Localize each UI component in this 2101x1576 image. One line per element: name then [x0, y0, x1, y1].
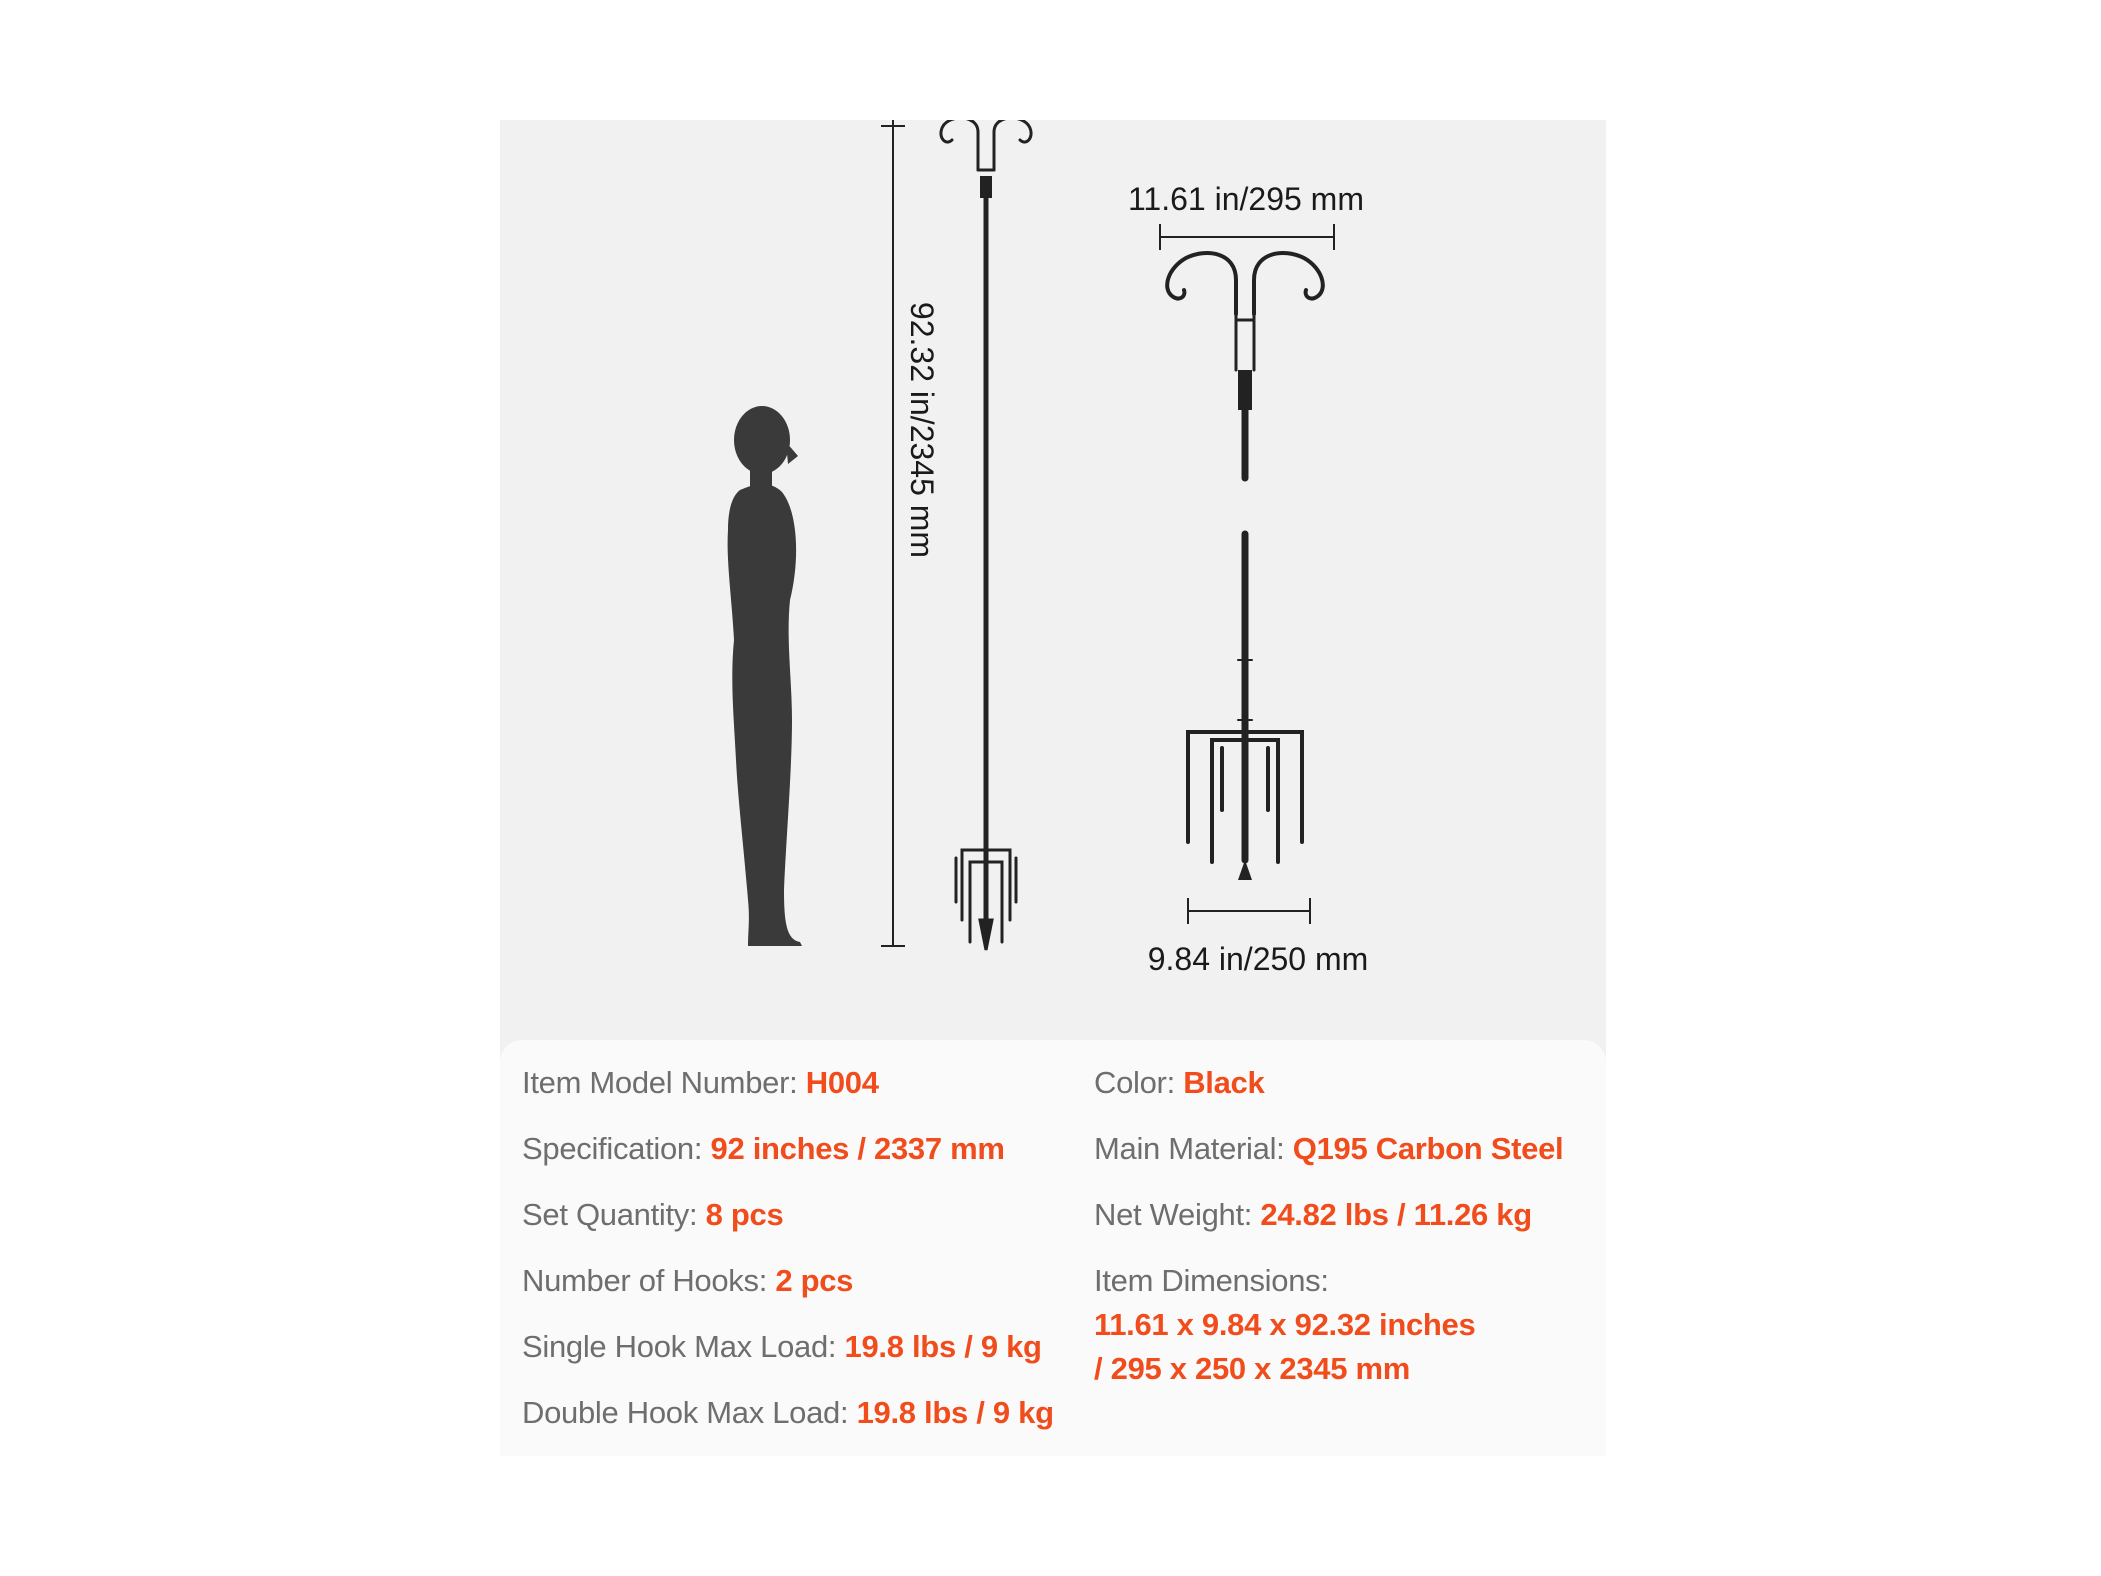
spec-item-dimensions-inches: 11.61 x 9.84 x 92.32 inches	[1094, 1307, 1476, 1342]
hook-detail-illustration	[1167, 253, 1323, 478]
spec-value: Black	[1183, 1065, 1265, 1100]
spec-value: 92 inches / 2337 mm	[710, 1131, 1005, 1166]
spec-value: H004	[805, 1065, 879, 1100]
hook-width-dimension	[1160, 224, 1334, 250]
hook-width-label: 11.61 in/295 mm	[1128, 181, 1364, 217]
spec-label: Number of Hooks:	[522, 1263, 776, 1298]
spec-color	[1094, 1063, 1264, 1103]
spec-value: Q195 Carbon Steel	[1292, 1131, 1564, 1166]
spec-value: 24.82 lbs / 11.26 kg	[1260, 1197, 1532, 1232]
product-spec-card	[500, 120, 1606, 1456]
spec-main-material	[1094, 1129, 1563, 1169]
spec-item-dimensions-mm: / 295 x 250 x 2345 mm	[1094, 1351, 1411, 1386]
height-dimension-line	[881, 120, 905, 946]
spec-double-hook-max-load	[522, 1393, 1054, 1433]
spec-label: Main Material:	[1094, 1131, 1293, 1166]
spec-value: 8 pcs	[705, 1197, 784, 1232]
spec-specification	[522, 1129, 1005, 1169]
spec-net-weight	[1094, 1195, 1532, 1235]
spec-label: Color:	[1094, 1065, 1184, 1100]
spec-value: 2 pcs	[775, 1263, 854, 1298]
spec-single-hook-max-load	[522, 1327, 1042, 1367]
full-pole-illustration	[941, 120, 1031, 950]
spec-set-quantity	[522, 1195, 783, 1235]
height-dimension-label: 92.32 in/2345 mm	[904, 301, 940, 559]
spec-item-model-number	[522, 1063, 879, 1103]
spec-value: 19.8 lbs / 9 kg	[856, 1395, 1054, 1430]
base-width-dimension	[1188, 898, 1310, 924]
spec-label: Set Quantity:	[522, 1197, 706, 1232]
base-width-label: 9.84 in/250 mm	[1147, 941, 1369, 977]
spec-label: Specification:	[522, 1131, 711, 1166]
stake-detail-illustration	[1188, 534, 1302, 880]
human-silhouette	[728, 406, 802, 946]
spec-number-of-hooks	[522, 1261, 853, 1301]
spec-label: Item Dimensions:	[1094, 1263, 1329, 1298]
dimension-diagram	[500, 120, 1606, 1040]
spec-label: Item Model Number:	[522, 1065, 806, 1100]
spec-label: Single Hook Max Load:	[522, 1329, 845, 1364]
spec-list	[500, 1040, 1606, 1456]
spec-label: Net Weight:	[1094, 1197, 1261, 1232]
spec-label: Double Hook Max Load:	[522, 1395, 857, 1430]
spec-value: 19.8 lbs / 9 kg	[844, 1329, 1042, 1364]
spec-item-dimensions-label	[1094, 1261, 1329, 1301]
